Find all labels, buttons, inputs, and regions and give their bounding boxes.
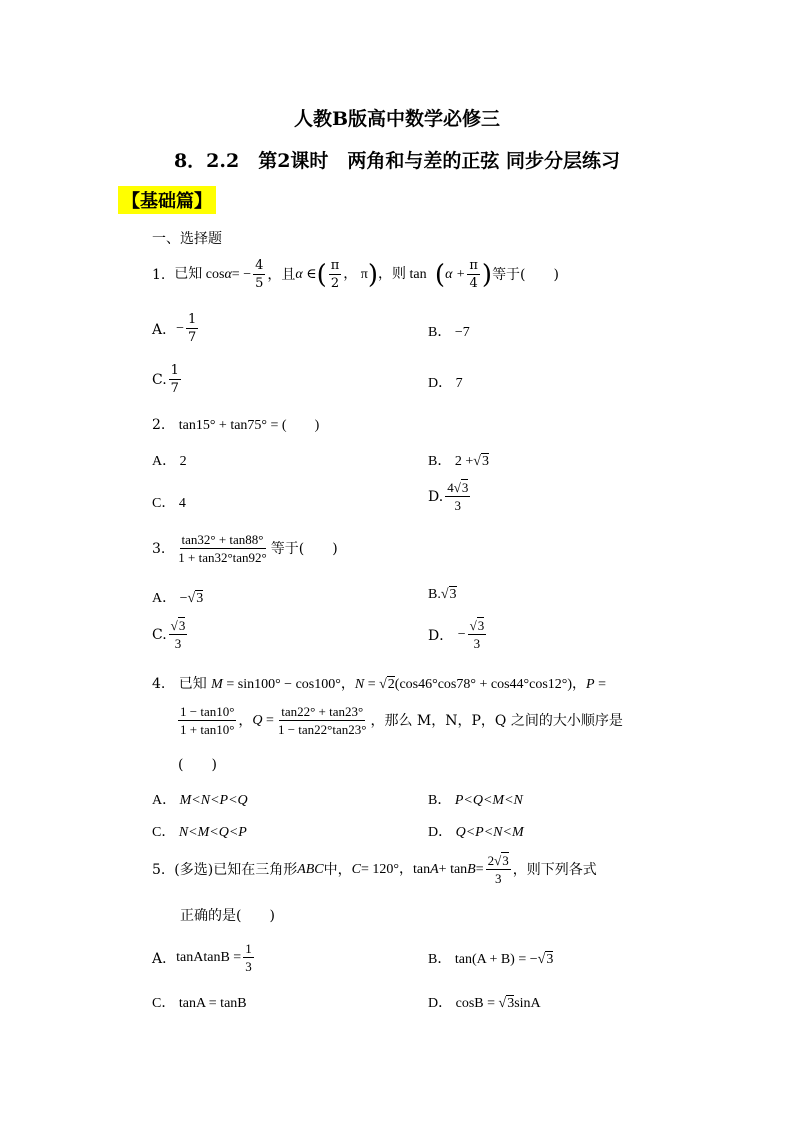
q1-in: α ∈ (295, 266, 317, 282)
frac-num (486, 852, 511, 870)
frac-num (468, 617, 487, 635)
document-title: 人教B版高中数学必修三 (293, 108, 501, 130)
question-5 (152, 852, 597, 887)
q3-option-a[interactable] (152, 587, 203, 607)
q1-tail: 等于( ) (492, 266, 559, 283)
sqrt: √3 (453, 480, 469, 495)
q4-line2: $\frac{1 - \tan 10^\circ}{1 + \tan 10^\circ}$ ， Q = $\frac{\tan 22^\circ + \tan 23^\circ}{1 - \tan 22^\circ\tan 23^\circ}$ ，那么 M，N，P，Q 之间的大小顺序是 (180, 704, 623, 737)
option-value: tan(A + B) = − (454, 952, 538, 967)
option-fraction (243, 940, 254, 975)
radicand: 3 (507, 996, 515, 1011)
q2-option-c[interactable] (152, 492, 186, 512)
radicand: 3 (481, 454, 489, 469)
option-label: B． (428, 952, 452, 967)
q1-eq: = − (231, 266, 252, 282)
option-label: D． (428, 376, 453, 391)
frac-den: 3 (454, 498, 461, 513)
q2-option-d[interactable] (428, 479, 472, 514)
q5-text: (多选)已知在三角形 (174, 861, 298, 878)
sqrt: √3 (473, 454, 489, 469)
option-fraction (445, 479, 470, 514)
q5-c-val: = 120°，tan (361, 861, 431, 877)
q5-plus: + tan (438, 861, 468, 877)
radicand: 3 (546, 952, 554, 967)
radicand: 3 (178, 618, 186, 633)
option-label: C. (152, 626, 167, 643)
section-heading: 一、选择题 (152, 231, 222, 247)
q5-option-d[interactable] (428, 992, 541, 1012)
q1-option-a[interactable] (152, 311, 200, 346)
option-label: A． (152, 591, 177, 606)
sqrt: √3 (469, 618, 485, 633)
question-1 (152, 257, 559, 292)
radicand: 3 (477, 618, 485, 633)
radicand: 3 (196, 591, 204, 606)
q4-p-fraction (178, 703, 236, 738)
q1-text: 已知 cos (174, 266, 225, 282)
option-label: D. (428, 488, 444, 505)
q3-option-d[interactable] (428, 617, 488, 652)
frac-num: 1 (170, 363, 179, 378)
option-label: C． (152, 996, 176, 1011)
option-value: 2 (179, 454, 187, 469)
q5-option-b[interactable] (428, 948, 553, 968)
q2-option-a[interactable] (152, 450, 187, 470)
frac-den: 3 (494, 871, 502, 886)
document-subtitle: 8．2.2 第2课时 两角和与差的正弦 同步分层练习 (173, 150, 621, 172)
option-tail: sinA (514, 996, 541, 1011)
option-sign: − (457, 626, 466, 642)
frac-num: 1 (188, 312, 197, 327)
q4-option-b[interactable] (428, 789, 523, 809)
sqrt: √3 (440, 587, 457, 602)
frac-den: 3 (473, 636, 481, 651)
option-sign: − (176, 320, 185, 336)
q5-fraction (486, 852, 511, 887)
q1-option-d[interactable] (428, 372, 463, 392)
q4-n-def: (cos46°cos78° + cos44°cos12°)， (394, 677, 587, 692)
q5-var-c: C (351, 861, 361, 877)
sqrt: √3 (187, 591, 204, 606)
option-label: B． (428, 325, 452, 340)
frac-den: 1 − tan22°tan23° (277, 722, 367, 737)
sqrt: √3 (498, 996, 515, 1011)
option-value: N<M<Q<P (178, 825, 247, 840)
q1-mid: ，且 (267, 266, 296, 283)
frac-den: 1 + tan10° (180, 722, 235, 737)
radicand: 3 (449, 587, 457, 602)
q1-option-c[interactable] (152, 362, 183, 397)
q3-option-b[interactable] (428, 587, 457, 603)
option-label: A． (152, 793, 177, 808)
option-value: M<N<P<Q (179, 793, 248, 808)
q1-interval: ( (316, 259, 327, 290)
radicand: 2 (387, 677, 395, 692)
q2-option-b[interactable] (428, 450, 489, 470)
frac-den: 7 (188, 330, 197, 345)
radicand: 3 (502, 853, 509, 868)
q4-option-d[interactable] (428, 821, 524, 841)
sqrt: √3 (170, 618, 186, 633)
option-sign: − (179, 591, 188, 606)
q1-pi-quarter (467, 257, 480, 292)
q5-option-c[interactable] (152, 992, 247, 1012)
option-fraction (186, 311, 198, 346)
coef: 4 (447, 480, 454, 495)
q5-triangle: ABC (297, 861, 324, 877)
option-value: 2 + (454, 454, 474, 469)
frac-num: tan22° + tan23° (281, 704, 364, 719)
q1-frac-den: 5 (255, 276, 264, 291)
question-number: 4. (152, 676, 166, 692)
frac-num: tan32° + tan88° (181, 532, 264, 547)
q5-option-a[interactable] (152, 940, 256, 975)
question-2 (152, 415, 319, 436)
option-label: C． (152, 496, 176, 511)
q1-option-b[interactable] (428, 321, 470, 341)
q5-eq: = (475, 861, 484, 877)
q5-mid: 中， (323, 861, 352, 878)
q4-option-c[interactable] (152, 821, 247, 841)
q5-tail: ，则下列各式 (512, 861, 597, 878)
q4-option-a[interactable] (152, 789, 248, 809)
q4-q-fraction (276, 703, 369, 738)
option-label: A． (152, 950, 177, 967)
q1-pi-den: 2 (330, 276, 340, 291)
q4-eq2: = (594, 677, 607, 692)
question-4 (152, 674, 606, 695)
q1-pi-num: π (330, 258, 340, 273)
radicand: 3 (461, 480, 469, 495)
q3-fraction (176, 531, 269, 566)
q1-pi4-den: 4 (469, 276, 478, 291)
frac-den: 3 (245, 959, 252, 974)
option-value: tanA = tanB (178, 996, 247, 1011)
option-value: P<Q<M<N (454, 793, 523, 808)
option-label: C． (152, 825, 176, 840)
frac-den: 7 (170, 381, 179, 396)
q1-tan-open: ( (426, 259, 446, 290)
q1-tan-close: ) (481, 259, 493, 290)
option-value: 7 (455, 376, 463, 391)
option-label: D． (428, 627, 454, 644)
option-label: B． (428, 793, 452, 808)
level-badge: 【基础篇】 (118, 186, 216, 214)
q2-text: tan15° + tan75° = ( ) (178, 418, 320, 433)
sqrt: √2 (379, 677, 395, 692)
q5-var-b: B (467, 861, 476, 877)
option-fraction (169, 617, 188, 652)
q1-then: ，则 tan (378, 266, 427, 282)
q4-eq: = (364, 677, 380, 692)
option-label: B． (428, 454, 452, 469)
option-value: 4 (178, 496, 186, 511)
q4-var-q: Q (252, 712, 263, 728)
frac-num: 1 − tan10° (180, 704, 235, 719)
q5-var-a: A (430, 861, 439, 877)
option-label: A． (152, 321, 177, 338)
question-number: 2. (152, 417, 166, 433)
frac-num: 1 (245, 941, 252, 956)
question-number: 5. (152, 861, 166, 878)
option-fraction (468, 617, 487, 652)
frac-den: 3 (174, 636, 182, 651)
question-number: 3. (152, 540, 166, 557)
q1-alpha2: α + (445, 266, 466, 282)
frac-num (445, 479, 470, 497)
option-label: A． (152, 454, 177, 469)
q3-tail: 等于( ) (270, 540, 338, 557)
option-label: D． (428, 825, 453, 840)
q1-alpha: α (224, 266, 232, 282)
question-number: 1. (152, 266, 166, 283)
q4-tail: ，那么 M，N，P，Q 之间的大小顺序是 (370, 712, 623, 729)
option-value: cosB = (455, 996, 499, 1011)
q4-var-p: P (586, 677, 595, 692)
option-value: Q<P<N<M (455, 825, 524, 840)
q4-line3: ( ) (178, 757, 217, 773)
q4-var-n: N (354, 677, 365, 692)
q4-m-def: = sin100° − cos100°， (222, 677, 355, 692)
option-value: tanAtanB = (176, 949, 242, 965)
q3-option-c[interactable] (152, 617, 189, 652)
q1-pi-half (329, 257, 342, 292)
q1-fraction (253, 257, 265, 292)
q5-line2: 正确的是( ) (180, 908, 275, 924)
q4-text: 已知 (178, 676, 212, 692)
option-label: D． (428, 996, 453, 1011)
option-value: −7 (454, 325, 470, 340)
option-label: C. (152, 371, 167, 388)
question-3 (152, 531, 338, 566)
coef: 2 (487, 853, 495, 868)
sqrt: √3 (537, 952, 554, 967)
frac-num (169, 617, 188, 635)
q1-interval-close: ) (367, 259, 379, 290)
q1-pi4-num: π (469, 258, 478, 273)
q1-comma-pi: ， π (343, 266, 368, 282)
sqrt: √3 (494, 853, 509, 868)
option-label: B. (428, 587, 441, 602)
option-fraction (169, 362, 181, 397)
q1-frac-num: 4 (255, 258, 264, 273)
frac-den: 1 + tan32°tan92° (178, 550, 267, 565)
q4-var-m: M (211, 677, 223, 692)
